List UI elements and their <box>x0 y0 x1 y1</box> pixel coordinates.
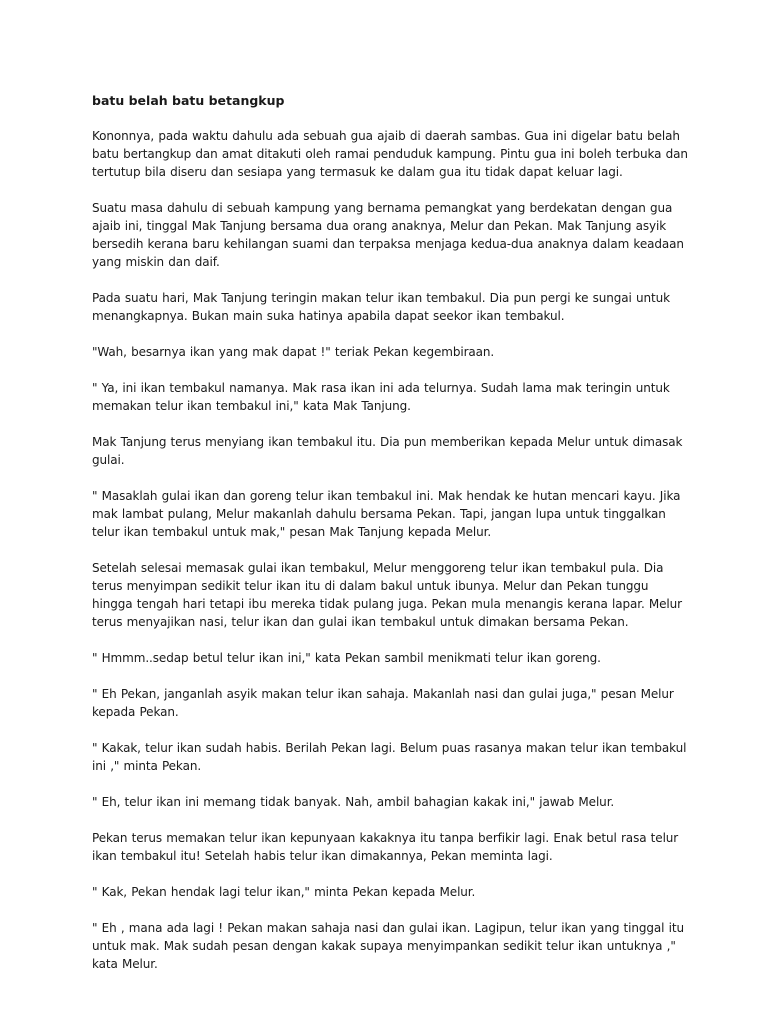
paragraph: Suatu masa dahulu di sebuah kampung yang bernama pemangkat yang berdekatan dengan gua ajaib ini, tinggal Mak Tanjung bersama dua orang anaknya, Melur dan Pekan. Mak Tanjung asyik bersedih kerana baru kehilangan suami dan terpaksa menjaga kedua-dua anaknya dalam keadaan yang miskin dan daif. <box>92 201 684 269</box>
paragraph: " Masaklah gulai ikan dan goreng telur ikan tembakul ini. Mak hendak ke hutan mencari kayu. Jika mak lambat pulang, Melur makanlah dahulu bersama Pekan. Tapi, jangan lupa untuk tinggalkan telur ikan tembakul untuk mak," pesan Mak Tanjung kepada Melur. <box>92 489 681 539</box>
paragraph: " Kakak, telur ikan sudah habis. Berilah Pekan lagi. Belum puas rasanya makan telur ikan tembakul ini ," minta Pekan. <box>92 741 687 773</box>
paragraph: "Wah, besarnya ikan yang mak dapat !" teriak Pekan kegembiraan. <box>92 345 495 359</box>
paragraph: " Eh Pekan, janganlah asyik makan telur ikan sahaja. Makanlah nasi dan gulai juga," pesan Melur kepada Pekan. <box>92 687 674 719</box>
paragraph: " Eh , mana ada lagi ! Pekan makan sahaja nasi dan gulai ikan. Lagipun, telur ikan yang tinggal itu untuk mak. Mak sudah pesan dengan kakak supaya menyimpankan sedikit telur ikan untuknya ," kata Melur. <box>92 921 684 971</box>
paragraph: Pada suatu hari, Mak Tanjung teringin makan telur ikan tembakul. Dia pun pergi ke sungai untuk menangkapnya. Bukan main suka hatinya apabila dapat seekor ikan tembakul. <box>92 291 670 323</box>
paragraph: " Kak, Pekan hendak lagi telur ikan," minta Pekan kepada Melur. <box>92 885 476 899</box>
paragraph: Pekan terus memakan telur ikan kepunyaan kakaknya itu tanpa berfikir lagi. Enak betul rasa telur ikan tembakul itu! Setelah habis telur ikan dimakannya, Pekan meminta lagi. <box>92 831 679 863</box>
document-title: batu belah batu betangkup <box>92 93 285 108</box>
paragraph: Mak Tanjung terus menyiang ikan tembakul itu. Dia pun memberikan kepada Melur untuk dimasak gulai. <box>92 435 683 467</box>
paragraph: " Hmmm..sedap betul telur ikan ini," kata Pekan sambil menikmati telur ikan goreng. <box>92 651 601 665</box>
paragraph: Setelah selesai memasak gulai ikan tembakul, Melur menggoreng telur ikan tembakul pula. Dia terus menyimpan sedikit telur ikan itu di dalam bakul untuk ibunya. Melur dan Pekan tunggu hingga tengah hari tetapi ibu mereka tidak pulang juga. Pekan mula menangis kerana lapar. Melur terus menyajikan nasi, telur ikan dan gulai ikan tembakul untuk dimakan bersama Pekan. <box>92 561 682 629</box>
paragraph: Kononnya, pada waktu dahulu ada sebuah gua ajaib di daerah sambas. Gua ini digelar batu belah batu bertangkup dan amat ditakuti oleh ramai penduduk kampung. Pintu gua ini boleh terbuka dan tertutup bila diseru dan sesiapa yang termasuk ke dalam gua itu tidak dapat keluar lagi. <box>92 129 688 179</box>
paragraph: " Eh, telur ikan ini memang tidak banyak. Nah, ambil bahagian kakak ini," jawab Melur. <box>92 795 615 809</box>
paragraph: " Ya, ini ikan tembakul namanya. Mak rasa ikan ini ada telurnya. Sudah lama mak teringin untuk memakan telur ikan tembakul ini," kata Mak Tanjung. <box>92 381 670 413</box>
